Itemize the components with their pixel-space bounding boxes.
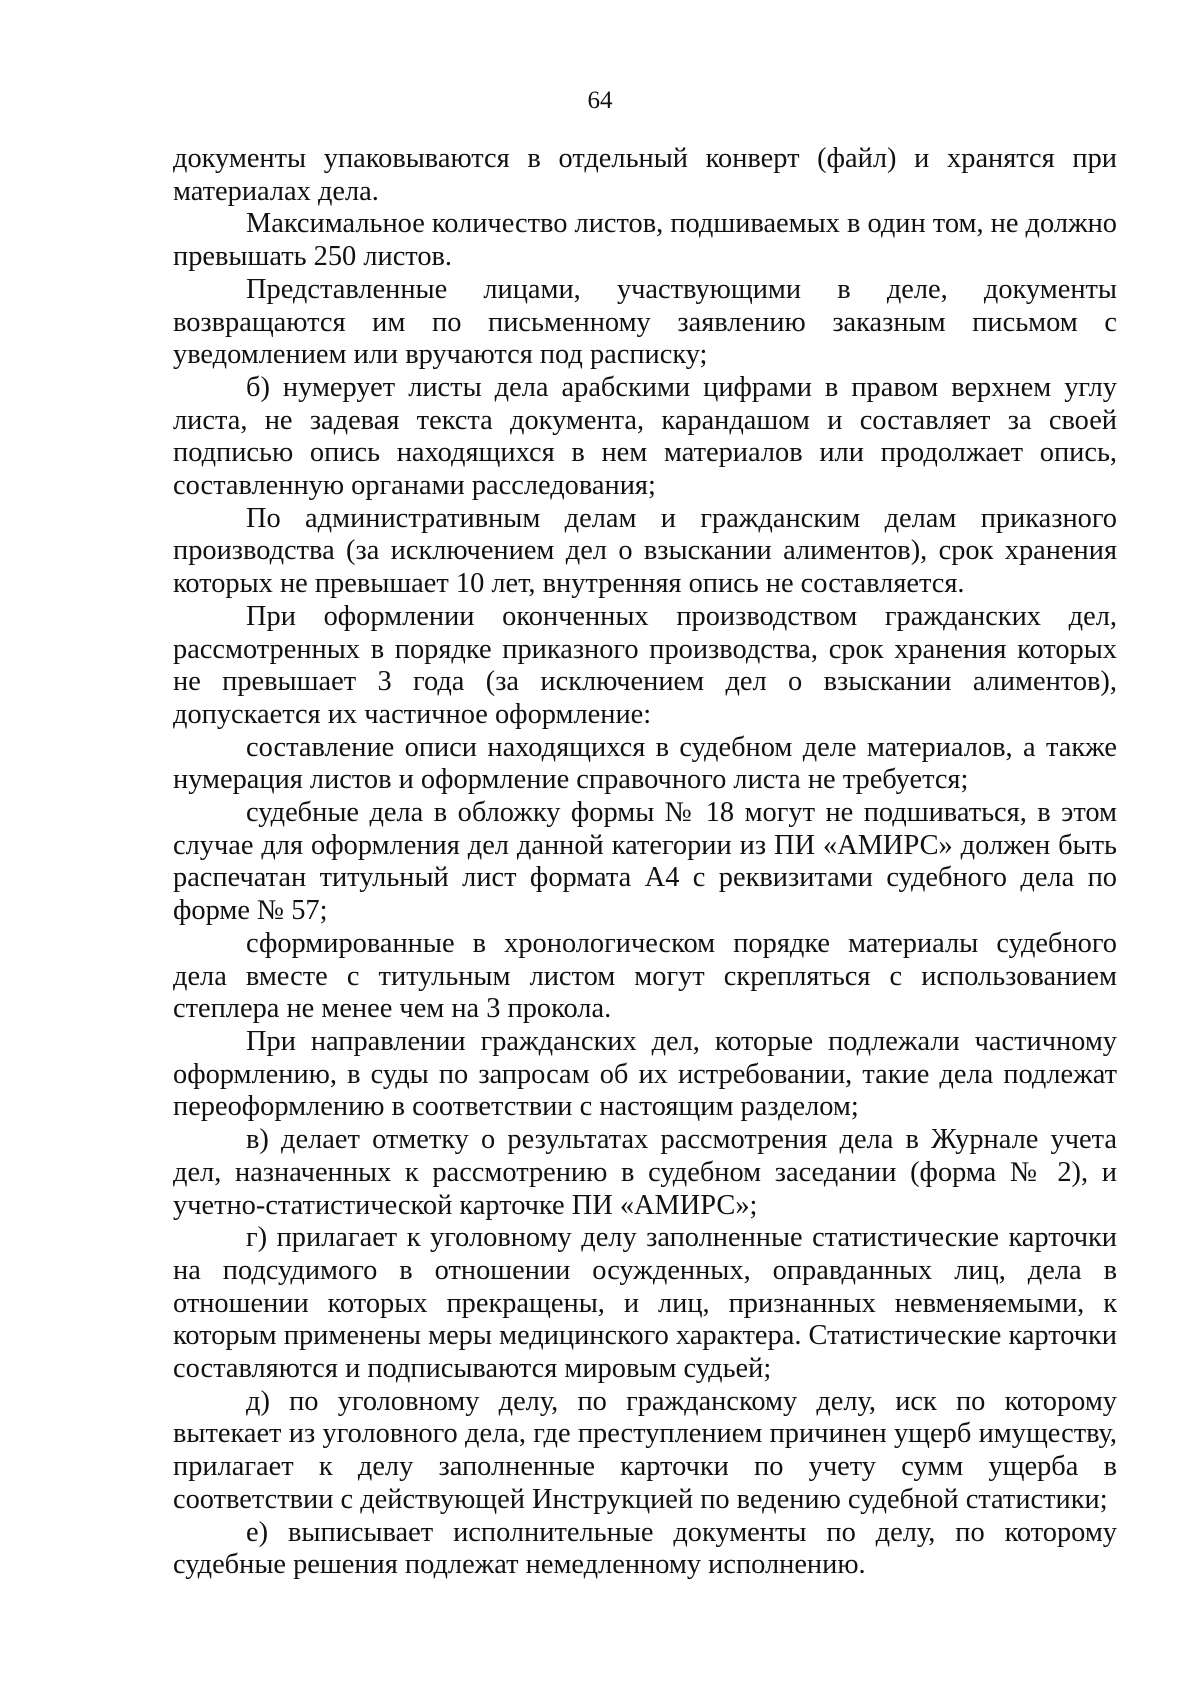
paragraph-inventory-not-required: составление описи находящихся в судебном деле материалов, а также нумерация листов и оформление справочного листа не требуется; [173, 731, 1117, 796]
paragraph-item-e: е) выписывает исполнительные документы по делу, по которому судебные решения подлежат немедленному исполнению. [173, 1516, 1117, 1581]
paragraph-item-b: б) нумерует листы дела арабскими цифрами в правом верхнем углу листа, не задевая текста документа, карандашом и составляет за своей подписью опись находящихся в нем материалов или продолжает опись, составленную органами расследования; [173, 371, 1117, 502]
paragraph-cover-form-18: судебные дела в обложку формы № 18 могут не подшиваться, в этом случае для оформления дел данной категории из ПИ «АМИРС» должен быть распечатан титульный лист формата А4 с реквизитами судебного дела по форме № 57; [173, 797, 1117, 927]
paragraph-reformatting: При направлении гражданских дел, которые подлежали частичному оформлению, в суды по запросам об их истребовании, такие дела подлежат переоформлению в соответствии с настоящим разделом; [173, 1025, 1117, 1123]
paragraph-item-v: в) делает отметку о результатах рассмотрения дела в Журнале учета дел, назначенных к рассмотрению в судебном заседании (форма № 2), и учетно-статистической карточке ПИ «АМИРС»; [173, 1124, 1117, 1221]
paragraph-item-d: д) по уголовному делу, по гражданскому делу, иск по которому вытекает из уголовного дела, где преступлением причинен ущерб имуществу, прилагает к делу заполненные карточки по учету сумм ущерба в соответствии с действующей Инструкцией по ведению судебной статистики; [173, 1385, 1117, 1515]
document-body [173, 143, 1117, 1582]
paragraph-partial-formatting: При оформлении оконченных производством гражданских дел, рассмотренных в порядке приказного производства, срок хранения которых не превышает 3 года (за исключением дел о взыскании алиментов), допускается их частичное оформление: [173, 600, 1117, 730]
page-number: 64 [587, 87, 613, 114]
paragraph-max-sheets: Максимальное количество листов, подшиваемых в один том, не должно превышать 250 листов. [173, 208, 1117, 273]
paragraph-stapler: сформированные в хронологическом порядке материалы судебного дела вместе с титульным листом могут скрепляться с использованием степлера не менее чем на 3 прокола. [173, 927, 1117, 1025]
paragraph-administrative-cases: По административным делам и гражданским делам приказного производства (за исключением дел о взыскании алиментов), срок хранения которых не превышает 10 лет, внутренняя опись не составляется. [173, 502, 1117, 600]
paragraph-item-g: г) прилагает к уголовному делу заполненные статистические карточки на подсудимого в отношении осужденных, оправданных лиц, дела в отношении которых прекращены, и лиц, признанных невменяемыми, к которым применены меры медицинского характера. Статистические карточки составляются и подписываются мировым судьей; [173, 1222, 1117, 1385]
paragraph-documents-return: Представленные лицами, участвующими в деле, документы возвращаются им по письменному заявлению заказным письмом с уведомлением или вручаются под расписку; [173, 273, 1117, 371]
paragraph-continuation: документы упаковываются в отдельный конверт (файл) и хранятся при материалах дела. [173, 143, 1117, 207]
